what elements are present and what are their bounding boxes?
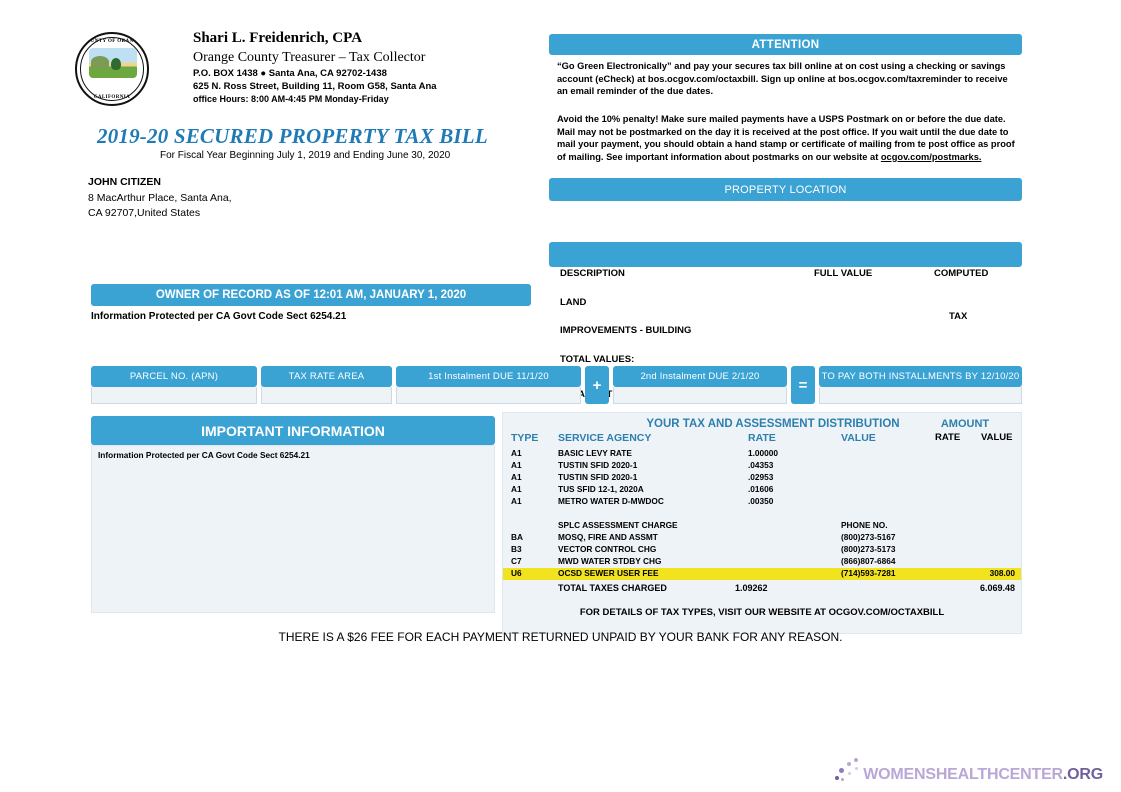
postmarks-link[interactable]: ocgov.com/postmarks. [880,151,982,162]
row-rate: .04353 [748,460,774,470]
watermark-text [863,766,1103,784]
row-type: U6 [511,568,522,578]
page-title: 2019-20 SECURED PROPERTY TAX BILL [97,124,488,148]
values-header-row [549,268,1022,283]
distribution-amount-label: AMOUNT [940,418,990,430]
row-rate: .02953 [748,472,774,482]
attention-paragraph-1: “Go Green Electronically” and pay your secures tax bill online at on cost using a checking or savings account (eCheck) at bos.ocgov.com/octaxbill. Sign up online at bos.ocgov.com/taxreminder to receive an email reminder of the due dates. [557,61,1008,97]
tax-distribution-panel [502,412,1022,634]
fiscal-year-subtitle: For Fiscal Year Beginning July 1, 2019 and Ending June 30, 2020 [160,150,451,161]
row-type: B3 [511,544,522,554]
values-improvements-label: IMPROVEMENTS - BUILDING [560,325,692,336]
row-agency: TUSTIN SFID 2020-1 [558,460,638,470]
table-row [503,472,1021,484]
row-amount: 308.00 [989,568,1015,578]
first-installment-value [396,387,581,404]
parcel-apn-header: PARCEL NO. (APN) [91,366,257,387]
splc-header-row [503,520,1021,532]
both-installments-header: TO PAY BOTH INSTALLMENTS BY 12/10/20 [819,366,1022,387]
recipient-name: JOHN CITIZEN [88,176,161,188]
distribution-header-value2: VALUE [981,432,1013,443]
important-information-bar: IMPORTANT INFORMATION [91,416,495,445]
row-rate: 1.00000 [748,448,778,458]
values-row-land [549,296,1022,322]
row-agency: MWD WATER STDBY CHG [558,556,662,566]
splc-assessment-header: SPLC ASSESSMENT CHARGE [558,520,678,530]
office-address-line2: 625 N. Ross Street, Building 11, Room G58, Santa Ana [193,81,437,92]
row-agency: TUSTIN SFID 2020-1 [558,472,638,482]
row-agency: BASIC LEVY RATE [558,448,632,458]
watermark [835,758,1103,784]
table-row [503,460,1021,472]
row-phone: (800)273-5167 [841,532,896,542]
values-table [549,268,1022,365]
table-row [503,556,1021,568]
returned-payment-fee-note: THERE IS A $26 FEE FOR EACH PAYMENT RETURNED UNPAID BY YOUR BANK FOR ANY REASON. [278,630,843,644]
seal-hill [91,56,109,68]
treasurer-name: Shari L. Freidenrich, CPA [193,30,363,46]
row-phone: (800)273-5173 [841,544,896,554]
values-row-improvements [549,325,1022,340]
row-type: BA [511,532,523,542]
values-land-label: LAND [560,296,587,308]
attention-bar: ATTENTION [549,34,1022,55]
table-row [503,448,1021,460]
treasurer-title: Orange County Treasurer – Tax Collector [193,50,426,65]
row-agency: METRO WATER D-MWDOC [558,496,664,506]
values-col-full-value: FULL VALUE [814,268,873,279]
values-col-computed-tax: TAX [949,310,968,322]
distribution-header-value: VALUE [841,432,876,444]
table-row [503,532,1021,544]
seal-tree [111,58,121,70]
values-col-description: DESCRIPTION [560,268,625,279]
table-row-highlighted [503,568,1021,580]
distribution-header-rate: RATE [748,432,776,444]
owner-record-protected-text: Information Protected per CA Govt Code Sect 6254.21 [91,311,347,322]
row-phone: (866)807-6864 [841,556,896,566]
both-installments-value [819,387,1022,404]
phone-number-header: PHONE NO. [841,520,888,530]
watermark-suffix: .ORG [1062,766,1103,783]
tax-rate-area-value [261,387,392,404]
equals-operator: = [791,366,815,404]
recipient-address-line1: 8 MacArthur Place, Santa Ana, [88,192,232,204]
row-type: A1 [511,484,522,494]
values-totals-label: TOTAL VALUES: [560,353,635,365]
owner-record-bar: OWNER OF RECORD AS OF 12:01 AM, JANUARY 1, 2020 [91,284,531,306]
values-header-bar [549,242,1022,267]
row-rate: .01606 [748,484,774,494]
seal-bottom-text: CALIFORNIA [93,95,131,100]
attention-paragraph-2-text: Avoid the 10% penalty! Make sure mailed payments have a USPS Postmark on or before the due date. Mail may not be postmarked on the day it is received at the post office. If you wait until the due date to mail your payment, you should obtain a hand stamp or certificate of mailing from te post office as proof of mailing. See important information about postmarks on our website at [557,114,1015,162]
total-taxes-row [503,583,1021,597]
distribution-header-type: TYPE [511,432,539,444]
distribution-title: YOUR TAX AND ASSESSMENT DISTRIBUTION [646,418,900,430]
total-taxes-label: TOTAL TAXES CHARGED [558,583,667,593]
attention-paragraph-2 [557,113,1019,163]
row-agency: MOSQ, FIRE AND ASSMT [558,532,658,542]
table-row [503,484,1021,496]
distribution-footer: FOR DETAILS OF TAX TYPES, VISIT OUR WEBSITE AT OCGOV.COM/OCTAXBILL [579,607,945,618]
plus-operator: + [585,366,609,404]
second-installment-header: 2nd Instalment DUE 2/1/20 [613,366,787,387]
row-agency: OCSD SEWER USER FEE [558,568,659,578]
row-type: A1 [511,448,522,458]
property-location-bar: PROPERTY LOCATION [549,178,1022,201]
table-row [503,496,1021,508]
parcel-apn-value [91,387,257,404]
office-hours: office Hours: 8:00 AM-4:45 PM Monday-Friday [193,94,389,104]
row-agency: TUS SFID 12-1, 2020A [558,484,644,494]
important-information-text: Information Protected per CA Govt Code Sect 6254.21 [98,450,310,460]
first-installment-header: 1st Instalment DUE 11/1/20 [396,366,581,387]
row-type: A1 [511,460,522,470]
parcel-strip [91,366,1022,404]
tax-rate-area-header: TAX RATE AREA [261,366,392,387]
row-type: A1 [511,472,522,482]
distribution-header-agency: SERVICE AGENCY [558,432,652,444]
row-type: C7 [511,556,522,566]
total-taxes-amount: 6.069.48 [979,583,1015,593]
values-col-computed: COMPUTED [934,268,989,279]
watermark-dots-icon [835,758,861,784]
important-information-panel [91,445,495,613]
second-installment-value [613,387,787,404]
table-row [503,544,1021,556]
row-type: A1 [511,496,522,506]
row-rate: .00350 [748,496,774,506]
office-address-line1: P.O. BOX 1438 ● Santa Ana, CA 92702-1438 [193,68,387,79]
total-taxes-rate: 1.09262 [735,583,768,593]
row-agency: VECTOR CONTROL CHG [558,544,657,554]
seal-top-text: COUNTY OF ORANGE [82,39,142,44]
distribution-header-rate2: RATE [935,432,961,443]
watermark-name: WOMENSHEALTHCENTER [863,766,1063,783]
recipient-address-line2: CA 92707,United States [88,207,201,219]
county-seal-icon [75,32,149,106]
row-phone: (714)593-7281 [841,568,896,578]
